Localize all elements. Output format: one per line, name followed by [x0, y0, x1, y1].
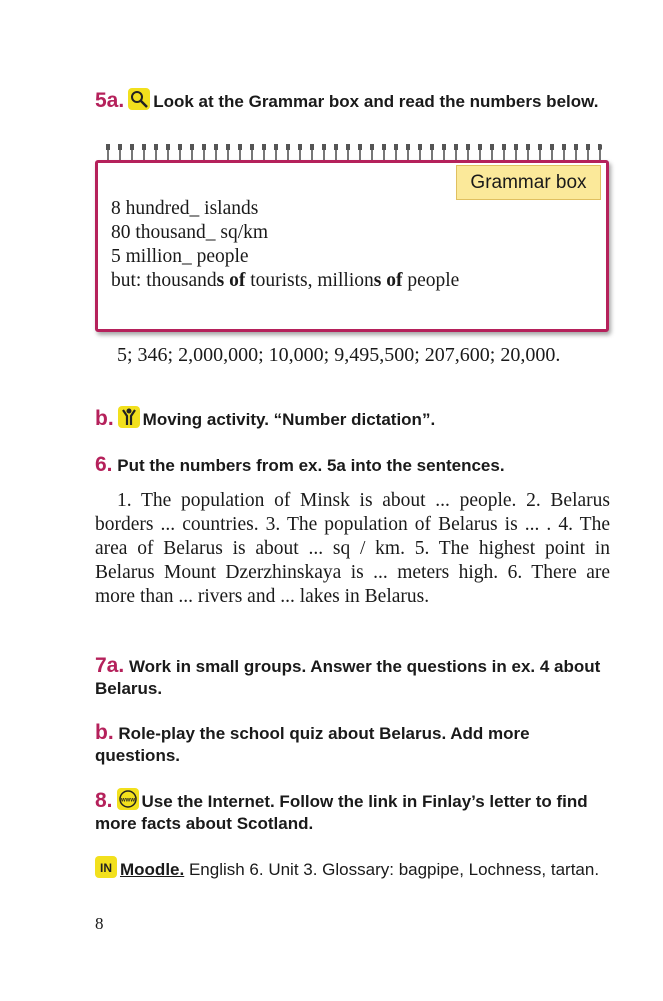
grammar-box-content	[111, 197, 459, 293]
exercise-number: 7a.	[95, 654, 125, 677]
page-number: 8	[95, 914, 104, 933]
instruction-text: Work in small groups. Answer the questions in ex. 4 about Belarus.	[95, 657, 601, 698]
instruction-text: Use the Internet. Follow the link in Finlay’s letter to find more facts about Scotland.	[95, 792, 588, 833]
instruction-text: Moving activity. “Number dictation”.	[142, 410, 436, 429]
moodle-link[interactable]: Moodle.	[120, 860, 185, 879]
exercise-7b	[95, 722, 610, 767]
internet-icon	[117, 788, 139, 810]
grammar-line: 80 thousand_ sq/km	[111, 222, 269, 243]
exercise-8	[95, 788, 610, 835]
moodle-icon	[95, 856, 117, 878]
exercise-number: 8.	[95, 789, 113, 812]
numbers-list: 5; 346; 2,000,000; 10,000; 9,495,500; 207,600; 20,000.	[117, 344, 561, 366]
grammar-line: 8 hundred_ islands	[111, 198, 259, 219]
grammar-line: but: thousands of tourists, millions of people	[111, 270, 460, 291]
instruction-text: Look at the Grammar box and read the numbers below.	[153, 92, 599, 111]
exercise-number: b.	[95, 407, 114, 430]
exercise-5a	[95, 88, 610, 113]
exercise-6	[95, 454, 610, 477]
exercise-number: 5a.	[95, 89, 125, 112]
exercise-7a	[95, 655, 610, 700]
magnifier-icon	[128, 88, 150, 110]
exercise-5b	[95, 406, 610, 431]
instruction-text: Role-play the school quiz about Belarus. Add more questions.	[95, 724, 530, 765]
grammar-line: 5 million_ people	[111, 246, 249, 267]
exercise-6-sentences: 1. The population of Minsk is about ... people. 2. Belarus borders ... countries. 3. The population of Belarus is ... . 4. The area of Belarus is about ... sq / km. 5. The highest point in Belarus Mount Dzerzhinskaya is ... meters high. 6. There are more than ... rivers and ... lakes in Belarus.	[95, 490, 610, 607]
moodle-note	[95, 856, 610, 881]
exercise-number: b.	[95, 721, 114, 744]
exercise-number: 6.	[95, 453, 113, 476]
moving-person-icon	[118, 406, 140, 428]
svg-text:IN: IN	[100, 861, 112, 875]
moodle-text: English 6. Unit 3. Glossary: bagpipe, Lochness, tartan.	[184, 860, 600, 879]
instruction-text: Put the numbers from ex. 5a into the sentences.	[117, 456, 505, 475]
svg-text:www: www	[120, 797, 135, 804]
grammar-box-title: Grammar box	[456, 165, 601, 200]
